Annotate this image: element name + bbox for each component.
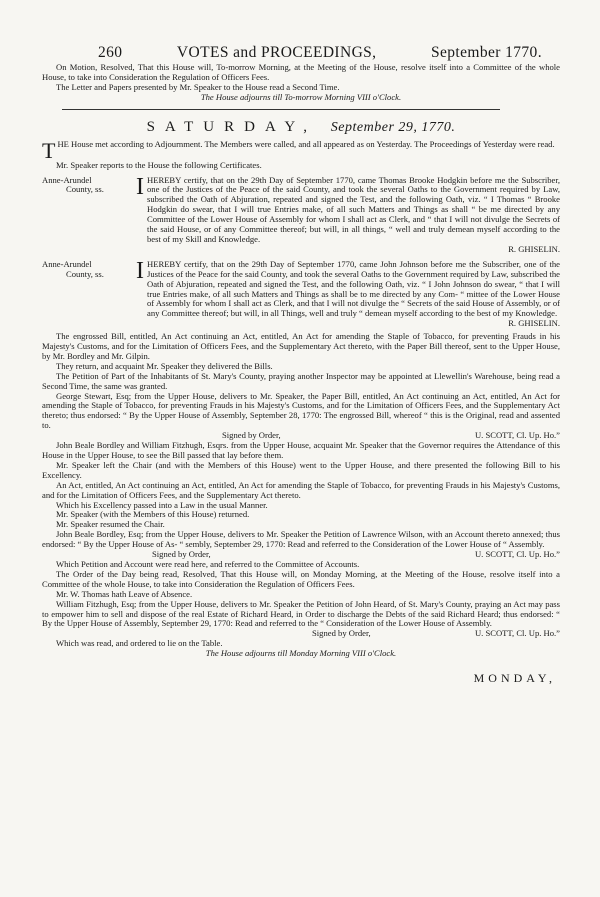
certificate-2-cap: I bbox=[136, 257, 144, 284]
paragraph-return: They return, and acquaint Mr. Speaker they delivered the Bills. bbox=[56, 360, 273, 371]
day-name: SATURDAY, bbox=[146, 118, 318, 135]
signed-by-order: Signed by Order, bbox=[152, 549, 211, 560]
paragraph-bordley-fitzhugh: John Beale Bordley and William Fitzhugh, Esqrs. from the Upper House, acquaint Mr. Speaker that the Governor requires the Attendance of this House in the Upper House, to see the Bill passed that lay before them. bbox=[42, 440, 560, 460]
certificate-1-cap: I bbox=[136, 173, 144, 200]
paragraph-engrossed-bill: The engrossed Bill, entitled, An Act continuing an Act, entitled, An Act for amending the Staple of Tobacco, for preventing Frauds in his Majesty's Customs, and for the Limitation of Officers Fees, and the Supplementary Act thereto, with the Paper Bill thereof, sent to the Upper House, by Mr. Bordley and Mr. Gilpin. bbox=[42, 331, 560, 361]
paragraph-act-entitled: An Act, entitled, An Act continuing an Act, entitled, An Act for amending the Staple of Tobacco, for preventing Frauds in his Majesty's Customs, and for the Limitation of Officers Fees, and the Supplementary Act thereto. bbox=[42, 479, 560, 500]
clerk-signature: U. SCOTT, Cl. Up. Ho.” bbox=[474, 430, 560, 441]
drop-cap: T bbox=[42, 137, 56, 163]
paragraph-excellency: Which his Excellency passed into a Law in the usual Manner. bbox=[56, 499, 268, 510]
section-divider bbox=[62, 109, 500, 110]
county-abbrev: County, ss. bbox=[66, 184, 104, 195]
paragraph-stewart: George Stewart, Esq; from the Upper House, delivers to Mr. Speaker, the Paper Bill, entitled, An Act continuing an Act, entitled, An Act for amending the Staple of Tobacco, for preventing Frauds in his Majesty's Customs, and for the Limitation of Officers Fees, and the Supplementary Act thereto; thus endorsed: “ By the Upper House of Assembly, September 28, 1770: The engrossed Bill, whereof “ this is the Original, read and assented to. bbox=[42, 390, 560, 431]
speaker-report: Mr. Speaker reports to the House the following Certificates. bbox=[56, 159, 262, 170]
certificate-1 bbox=[42, 173, 560, 255]
clerk-signature: U. SCOTT, Cl. Up. Ho.” bbox=[474, 549, 560, 560]
opening-text: HE House met according to Adjournment. The Members were called, and all appeared as on Yesterday. The Proceedings of Yesterday were read. bbox=[57, 138, 555, 149]
certificate-1-county bbox=[42, 176, 136, 255]
signed-by-order: Signed by Order, bbox=[222, 430, 281, 441]
paragraph-returned: Mr. Speaker (with the Members of this House) returned. bbox=[56, 509, 250, 520]
county-name: Anne-Arundel bbox=[42, 258, 92, 269]
page-number: 260 bbox=[98, 44, 123, 61]
final-adjournment: The House adjourns till Monday Morning VIII o'Clock. bbox=[205, 648, 397, 659]
paragraph-lie-on-table: Which was read, and ordered to lie on the Table. bbox=[56, 638, 223, 649]
day-heading bbox=[42, 118, 560, 137]
paragraph-resumed: Mr. Speaker resumed the Chair. bbox=[56, 519, 165, 530]
paragraph-leave-absence: Mr. W. Thomas hath Leave of Absence. bbox=[56, 588, 193, 599]
clerk-signature: U. SCOTT, Cl. Up. Ho.” bbox=[474, 628, 560, 639]
letter-paragraph: The Letter and Papers presented by Mr. Speaker to the House read a Second Time. bbox=[56, 81, 340, 92]
paragraph-heard-petition: William Fitzhugh, Esq; from the Upper House, delivers to Mr. Speaker the Petition of John Heard, of St. Mary's County, praying an Act may pass to empower him to sell and dispose of the real Estate of Richard Heard, in Order to discharge the Debts of the said Richard Heard; thus endorsed: “ By the Upper House of Assembly, September 29, 1770: Read and referred to the “ Consideration of the Lower House of Assembly. bbox=[42, 598, 560, 629]
motion-paragraph: On Motion, Resolved, That this House will, To-morrow Morning, at the Meeting of the House, resolve itself into a Committee of the whole House, to take into Consideration the Regulation of Officers Fees. bbox=[42, 62, 560, 82]
county-abbrev: County, ss. bbox=[66, 268, 104, 279]
certificate-2-county bbox=[42, 260, 136, 329]
paragraph-petition-inspector: The Petition of Part of the Inhabitants of St. Mary's County, praying another Inspector may be appointed at Llewellin's Warehouse, being read a Second Time, the same was granted. bbox=[42, 370, 560, 391]
paragraph-wilson-petition: John Beale Bordley, Esq; from the Upper House, delivers to Mr. Speaker the Petition of Lawrence Wilson, with an Account thereto annexed; thus endorsed: “ By the Upper House of As- “ sembly, September 29, 1770: Read and referred to the Consideration of the Lower House of “ Assembly. bbox=[42, 529, 560, 550]
signed-by-order: Signed by Order, bbox=[312, 628, 371, 639]
day-date: September 29, 1770. bbox=[330, 119, 456, 135]
header-date: September 1770. bbox=[430, 44, 542, 61]
paragraph-order-of-day: The Order of the Day being read, Resolved, That this House will, on Monday Morning, at the Meeting of the House, resolve itself into a Committee of the whole House, to take into Consideration the Regulation of Officers Fees. bbox=[42, 568, 560, 589]
paragraph-accounts: Which Petition and Account were read here, and referred to the Committee of Accounts. bbox=[56, 558, 360, 569]
county-name: Anne-Arundel bbox=[42, 174, 92, 185]
paragraph-speaker-left: Mr. Speaker left the Chair (and with the Members of this House) went to the Upper House, and there presented the following Bill to his Excellency. bbox=[42, 459, 560, 480]
certificate-2-text: HEREBY certify, that on the 29th Day of September 1770, came John Johnson before me the Subscriber, one of the Justices of the Peace for the said County, and took the several Oaths to the Government required by Law, subscribed the Oath of Abjuration, repeated and signed the Test, and the following Oath, viz. “ I John Johnson do swear, “ that I will true Entries make, of all such Matters and Things as shall be to me directed by any Com- “ mittee of the Lower House of Assembly for whom I shall act as Clerk, and that I will not divulge the “ Secrets of the said House of Assembly, or of any Committee thereof; but will, in all Things, well and truly “ demean myself according to the best of my Knowledge. bbox=[147, 258, 560, 319]
certificate-1-signature: R. GHISELIN. bbox=[508, 243, 560, 254]
adjournment-line: The House adjourns till To-morrow Morning VIII o'Clock. bbox=[200, 91, 402, 102]
certificate-2-signature: R. GHISELIN. bbox=[508, 318, 560, 329]
certificate-1-text: HEREBY certify, that on the 29th Day of September 1770, came Thomas Brooke Hodgkin before me the Subscriber, one of the Justices of the Peace of the said County, and took the several Oaths to the Government required by Law, subscribed the Oath of Abjuration, repeated and signed the Test, and the following Oath, viz. “ I Thomas “ Brooke Hodgkin do swear, that I will true Entries make, of all such Matters and Things as shall “ be me directed by any Committee of the Lower House of Assembly for whom I shall act as Clerk, and “ that I will not divulge the Secrets of the said House, or of any Committee thereof; but will, in all things, “ well and truly demean myself according to the best of my Skill and Knowledge. bbox=[147, 174, 560, 244]
running-header bbox=[98, 44, 542, 61]
catchword: MONDAY, bbox=[473, 671, 556, 686]
certificate-2 bbox=[42, 257, 560, 329]
header-title: VOTES and PROCEEDINGS, bbox=[176, 44, 377, 61]
opening-paragraph bbox=[42, 137, 560, 163]
